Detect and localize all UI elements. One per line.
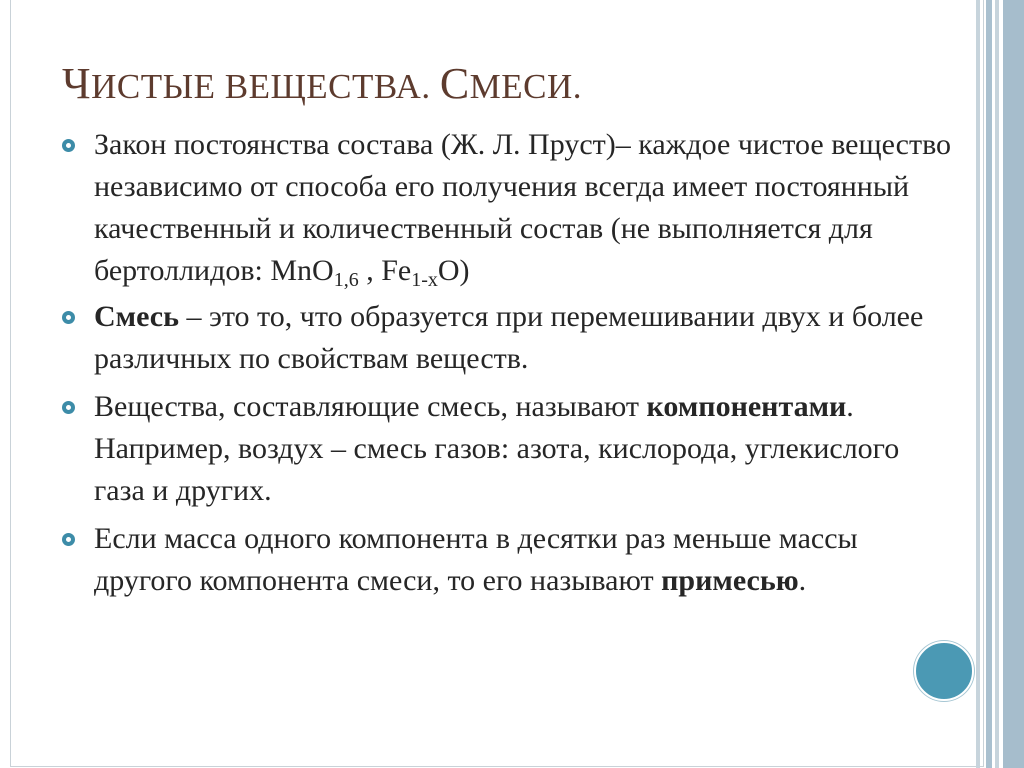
title-part-2: МЕСИ. <box>469 67 583 106</box>
bullet-text: Если масса одного компонента в десятки раз меньше массы другого компонента смеси, то его называют <box>94 522 858 597</box>
title-part-1: ИСТЫЕ ВЕЩЕСТВА. <box>91 67 440 106</box>
bold-term: примесью <box>661 564 799 597</box>
bullet-text: . Например, воздух – смесь газов: азота, кислорода, углекислого газа и других. <box>94 390 900 507</box>
stripe <box>986 0 992 768</box>
ring-bullet-icon <box>62 311 75 324</box>
subscript: 1-x <box>411 269 438 291</box>
bullet-item-impurity <box>62 518 952 602</box>
title-first-letter: Ч <box>62 59 92 108</box>
stripe <box>976 0 980 768</box>
bullet-text: O) <box>437 254 470 287</box>
right-stripes-decoration <box>976 0 1024 768</box>
bold-term: компонентами <box>646 390 847 423</box>
ring-bullet-icon <box>62 401 75 414</box>
title-second-letter: С <box>439 59 470 108</box>
bullet-text: Вещества, составляющие смесь, называют <box>94 390 647 423</box>
stripe <box>995 0 999 768</box>
bullet-text: . <box>798 564 807 597</box>
stripe <box>1003 0 1024 768</box>
subscript: 1,6 <box>333 269 359 291</box>
slide-title <box>62 54 582 117</box>
circle-decoration-icon <box>914 641 974 701</box>
bullet-text: , Fe <box>358 254 412 287</box>
ring-bullet-icon <box>62 139 75 152</box>
bullet-list <box>62 124 952 606</box>
bullet-text: Закон постоянства состава (Ж. Л. Пруст)– каждое чистое вещество независимо от способа его получения всегда имеет постоянный качественный и количественный состав (не выполняется для бертоллидов: MnO <box>94 128 952 287</box>
ring-bullet-icon <box>62 533 75 546</box>
bold-term: Смесь <box>94 300 179 333</box>
bullet-text: – это то, что образуется при перемешивании двух и более различных по свойствам веществ. <box>94 300 924 375</box>
bullet-item-proust-law <box>62 124 952 292</box>
bullet-item-components <box>62 386 952 512</box>
bullet-item-mixture <box>62 296 952 380</box>
